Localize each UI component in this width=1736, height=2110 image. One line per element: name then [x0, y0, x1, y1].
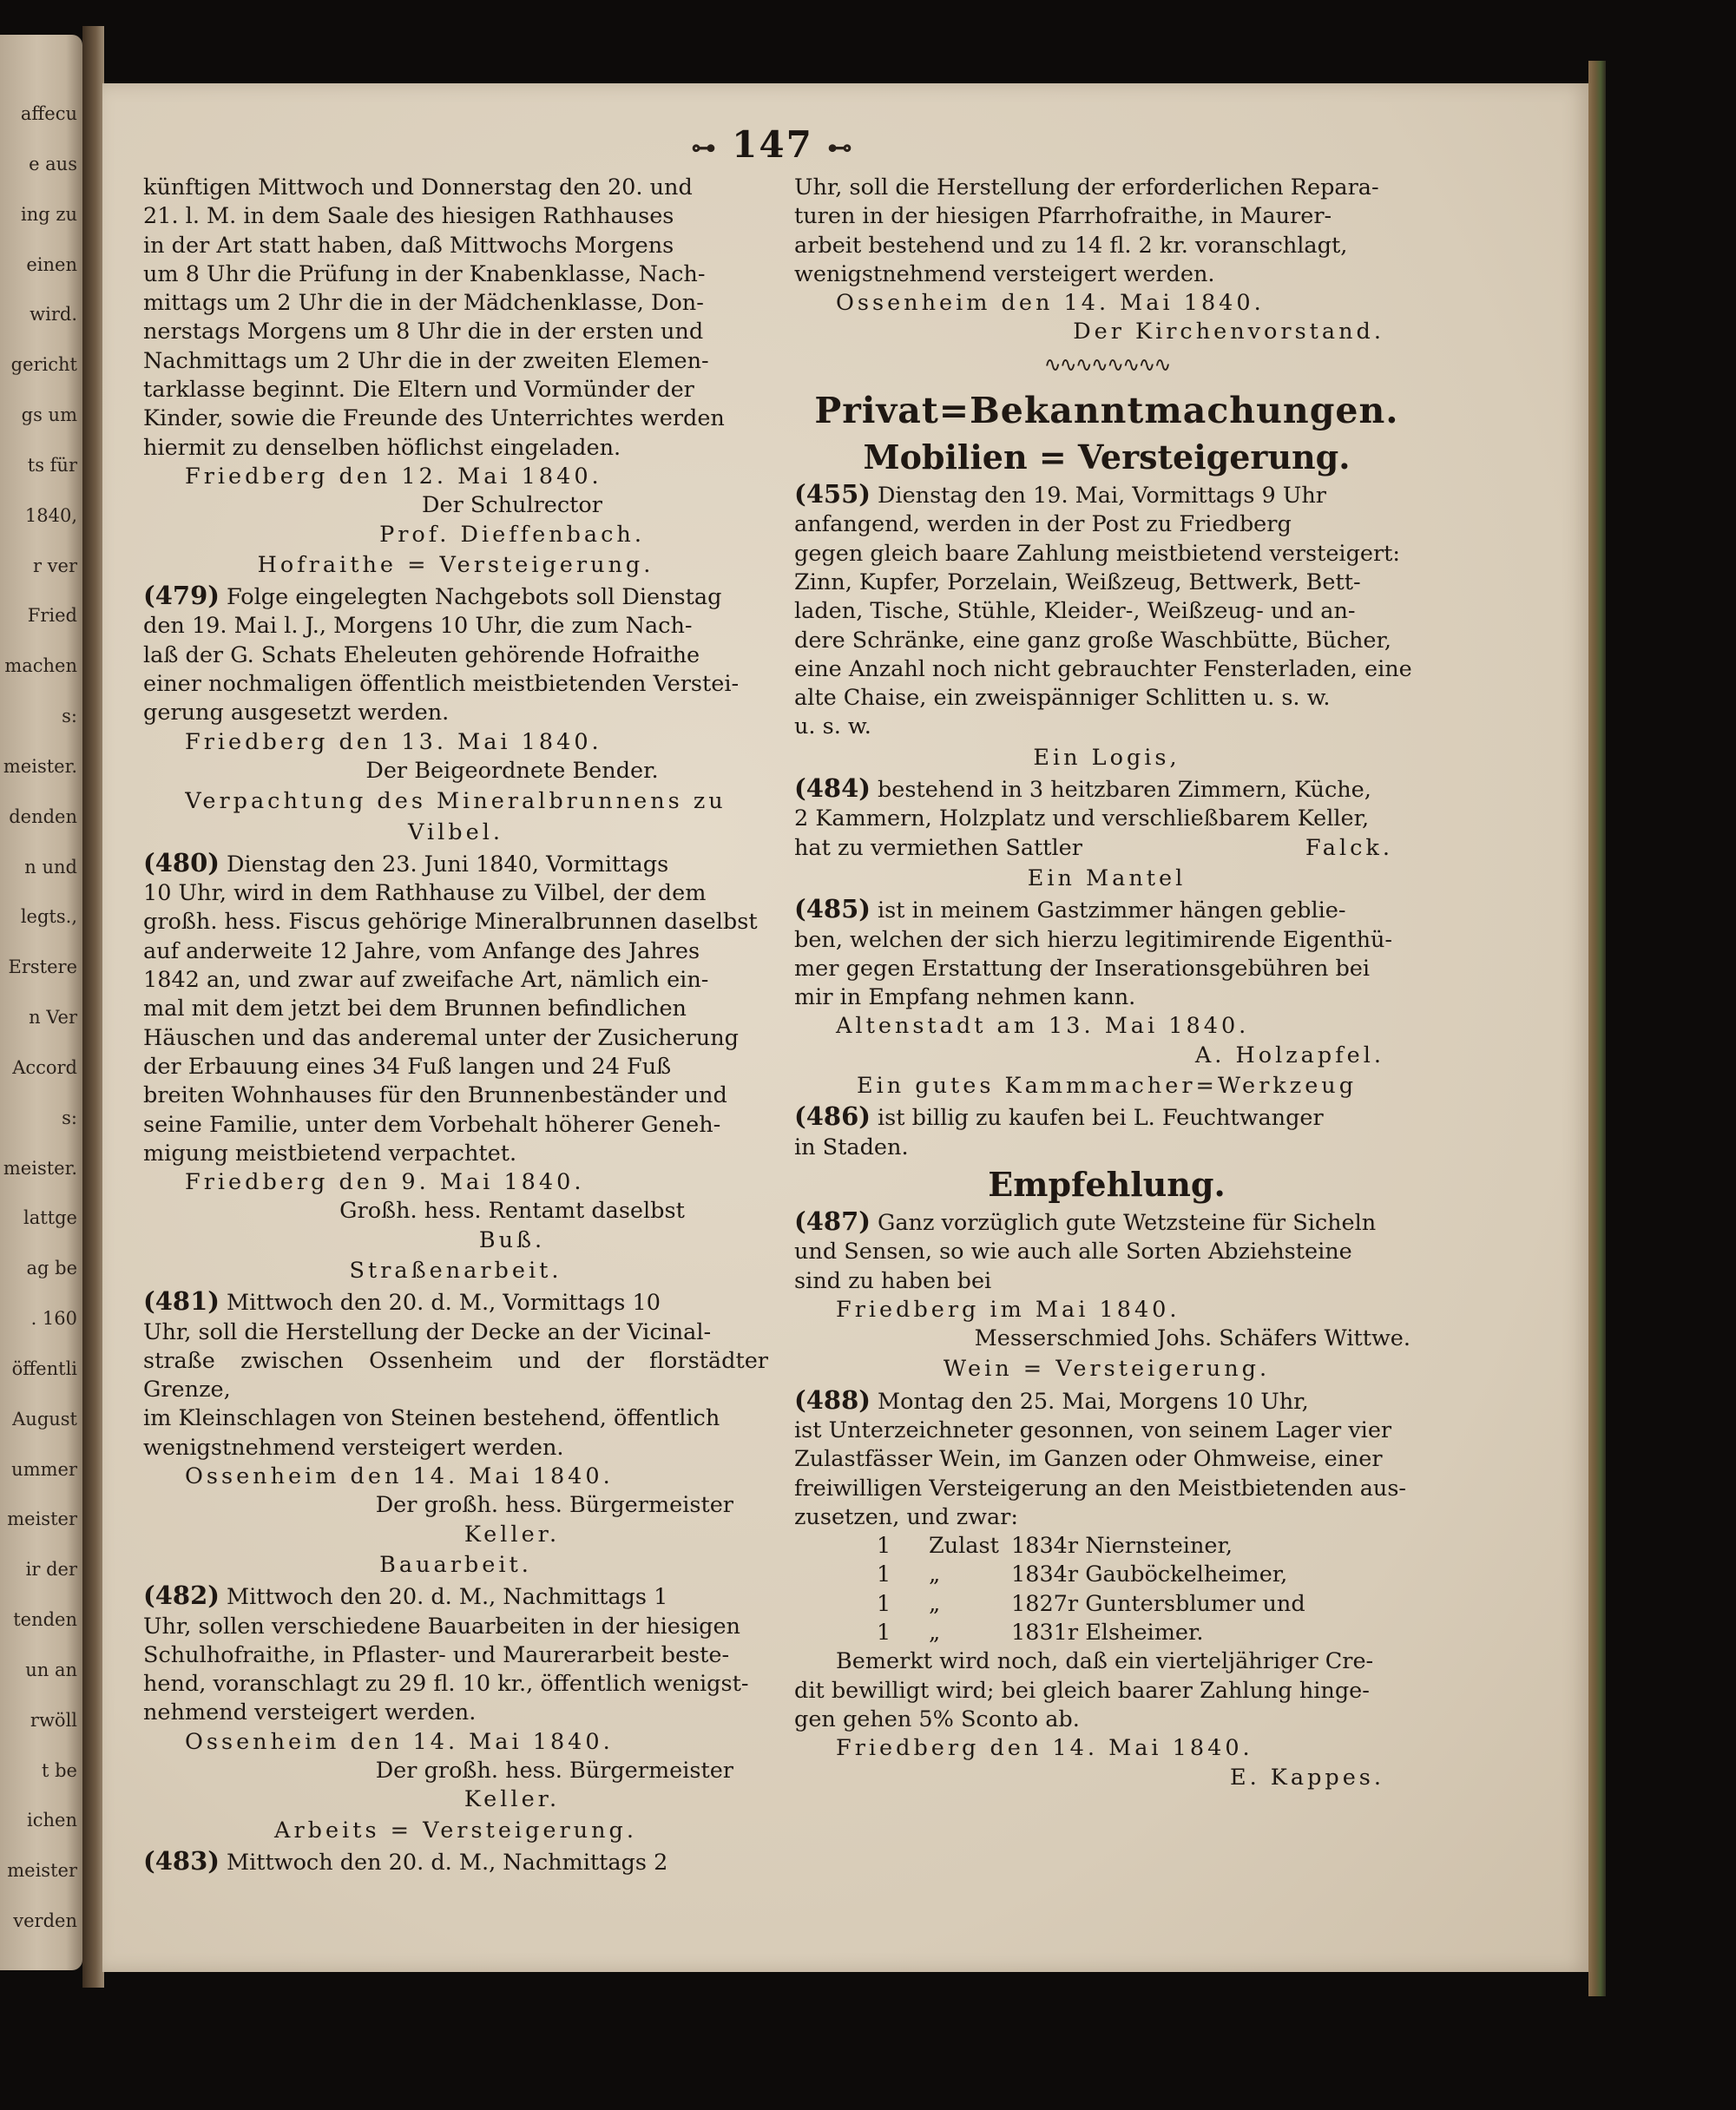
text-line: nerstags Morgens um 8 Uhr die in der ersten und — [143, 319, 704, 345]
signature: Falck. — [1305, 834, 1393, 861]
signature: Buß. — [478, 1226, 546, 1253]
list-item: 1 „ 1831r Elsheimer. — [877, 1620, 1204, 1647]
text-line: in der Art statt haben, daß Mittwochs Morgens — [143, 232, 674, 259]
notice-heading: Vilbel. — [408, 818, 503, 845]
signature: Der Kirchenvorstand. — [1073, 319, 1384, 345]
left-page-fragment: legts., — [20, 907, 77, 928]
text-line: mer gegen Erstattung der Inserationsgebühren bei — [794, 955, 1371, 982]
notice-heading: Bauarbeit. — [379, 1551, 532, 1578]
left-page-fragment: . 160 — [30, 1309, 77, 1330]
left-page-fragment: ts für — [27, 455, 77, 476]
text-line: ist in meinem Gastzimmer hängen geblie- — [877, 897, 1346, 924]
left-page-fragment: s: — [62, 1108, 77, 1128]
text-line: laden, Tische, Stühle, Kleider-, Weißzeug- und an- — [794, 598, 1356, 625]
left-page-fragment: t be — [42, 1760, 77, 1781]
text-line: gerung ausgesetzt werden. — [143, 700, 450, 726]
place-date: Ossenheim den 14. Mai 1840. — [185, 1463, 614, 1490]
text-line: seine Familie, unter dem Vorbehalt höherer Geneh- — [143, 1111, 721, 1138]
left-page-fragment: affecu — [20, 104, 77, 124]
left-page-fragment: August — [12, 1409, 77, 1430]
notice-heading: Wein = Versteigerung. — [943, 1356, 1271, 1383]
text-line: turen in der hiesigen Pfarrhofraithe, in Maurer- — [794, 203, 1332, 230]
signature: Der Schulrector — [422, 492, 602, 519]
ornament-right-icon: ⊷ — [827, 133, 854, 162]
wine-list — [794, 1532, 1419, 1647]
text-line: hat zu vermiethen Sattler — [794, 834, 1082, 861]
place-date: Friedberg den 13. Mai 1840. — [185, 728, 602, 755]
left-page-fragment: öffentli — [11, 1358, 77, 1379]
left-page-fragment: r ver — [32, 555, 77, 576]
signature: Messerschmied Johs. Schäfers Wittwe. — [974, 1325, 1410, 1352]
left-page-fragment: meister — [7, 1861, 77, 1882]
text-line: Nachmittags um 2 Uhr die in der zweiten Elemen- — [143, 347, 709, 374]
text-line: arbeit bestehend und zu 14 fl. 2 kr. voranschlagt, — [794, 232, 1348, 259]
text-line: alte Chaise, ein zweispänniger Schlitten u. s. w. — [794, 685, 1331, 712]
notice-heading: Hofraithe = Versteigerung. — [257, 551, 654, 578]
left-page-fragment: einen — [26, 254, 77, 275]
left-page-fragment: Erstere — [8, 957, 77, 978]
text-line: u. s. w. — [794, 713, 871, 740]
place-date: Friedberg den 14. Mai 1840. — [836, 1735, 1253, 1762]
text-line: Folge eingelegten Nachgebots soll Dienstag — [226, 584, 722, 611]
list-item: 1 Zulast 1834r Niernsteiner, — [877, 1533, 1233, 1560]
divider-wavy: ∿∿∿∿∿∿∿∿ — [1043, 352, 1170, 377]
text-line: ben, welchen der sich hierzu legitimirende Eigenthü- — [794, 926, 1393, 953]
text-line: um 8 Uhr die Prüfung in der Knabenklasse, Nach- — [143, 260, 706, 287]
text-line: migung meistbietend verpachtet. — [143, 1140, 517, 1167]
left-page-fragment: s: — [62, 707, 77, 727]
text-line: hend, voranschlagt zu 29 fl. 10 kr., öffentlich wenigst- — [143, 1671, 749, 1698]
left-page-fragment: verden — [13, 1911, 77, 1932]
book-gutter — [82, 26, 104, 1988]
left-page-fragment: ag be — [26, 1259, 77, 1279]
left-page-fragment: e aus — [29, 154, 77, 174]
text-line: tarklasse beginnt. Die Eltern und Vormünder der — [143, 377, 694, 404]
text-line: Schulhofraithe, in Pflaster- und Maurerarbeit beste- — [143, 1641, 730, 1668]
signature: Prof. Dieffenbach. — [379, 521, 645, 548]
text-line: mal mit dem jetzt bei dem Brunnen befindlichen — [143, 996, 687, 1022]
notice-heading: Straßenarbeit. — [349, 1257, 562, 1284]
signature: A. Holzapfel. — [1194, 1042, 1384, 1068]
ornament-left-icon: ⊶ — [691, 133, 718, 162]
text-line: gen gehen 5% Sconto ab. — [794, 1706, 1080, 1732]
notice-number: (488) — [794, 1384, 871, 1415]
text-line: Zinn, Kupfer, Porzelain, Weißzeug, Bettwerk, Bett- — [794, 569, 1361, 595]
place-date: Ossenheim den 14. Mai 1840. — [836, 290, 1265, 317]
notice-number: (481) — [143, 1286, 220, 1317]
text-line: straße zwischen Ossenheim und der florstädter Grenze, — [143, 1347, 768, 1403]
text-line: hiermit zu denselben höflichst eingeladen. — [143, 434, 621, 461]
text-line: Häuschen und das anderemal unter der Zusicherung — [143, 1024, 739, 1051]
place-date: Friedberg im Mai 1840. — [836, 1296, 1180, 1323]
notice-number: (482) — [143, 1581, 220, 1611]
text-line: mittags um 2 Uhr die in der Mädchenklasse, Don- — [143, 290, 704, 317]
notice-heading: Arbeits = Versteigerung. — [274, 1817, 637, 1844]
text-line: freiwilligen Versteigerung an den Meistbietenden aus- — [794, 1475, 1407, 1502]
notice-number: (480) — [143, 847, 220, 878]
left-page-fragment: n Ver — [29, 1008, 77, 1029]
text-line: Montag den 25. Mai, Morgens 10 Uhr, — [877, 1388, 1309, 1415]
signature: Großh. hess. Rentamt daselbst — [339, 1198, 685, 1225]
text-line: 21. l. M. in dem Saale des hiesigen Rathhauses — [143, 203, 674, 230]
text-line: Dienstag den 23. Juni 1840, Vormittags — [226, 851, 669, 878]
left-page-fragment: gs um — [21, 405, 77, 426]
left-page-fragment: Accord — [12, 1057, 77, 1078]
text-line: einer nochmaligen öffentlich meistbietenden Verstei- — [143, 671, 740, 698]
text-line: künftigen Mittwoch und Donnerstag den 20. und — [143, 174, 693, 200]
left-page-fragment: n und — [24, 857, 77, 878]
text-line: wenigstnehmend versteigert werden. — [794, 260, 1215, 287]
text-line: 2 Kammern, Holzplatz und verschließbarem Keller, — [794, 805, 1370, 832]
text-line: Uhr, soll die Herstellung der erforderlichen Repara- — [794, 174, 1379, 200]
book-cover-edge — [1588, 61, 1606, 1996]
notice-heading: Verpachtung des Mineralbrunnens zu — [185, 788, 727, 815]
page-number — [660, 123, 885, 166]
notice-number: (483) — [143, 1845, 220, 1876]
left-page-edge — [0, 35, 82, 1970]
text-line: bestehend in 3 heitzbaren Zimmern, Küche, — [877, 777, 1371, 804]
place-date: Altenstadt am 13. Mai 1840. — [836, 1013, 1250, 1040]
left-page-fragment: meister. — [3, 756, 77, 777]
place-date: Friedberg den 9. Mai 1840. — [185, 1169, 585, 1196]
text-line: laß der G. Schats Eheleuten gehörende Hofraithe — [143, 641, 700, 668]
left-page-fragment: wird. — [30, 305, 77, 325]
section-heading-empfehlung: Empfehlung. — [988, 1164, 1226, 1204]
section-heading-private: Privat=Bekanntmachungen. — [814, 390, 1399, 432]
text-line: auf anderweite 12 Jahre, vom Anfange des Jahres — [143, 937, 700, 964]
section-heading-mobilien: Mobilien = Versteigerung. — [863, 437, 1351, 477]
text-line: großh. hess. Fiscus gehörige Mineralbrunnen daselbst — [143, 909, 758, 936]
notice-number: (486) — [794, 1101, 871, 1132]
left-page-fragment: ichen — [27, 1811, 77, 1831]
text-line: Zulastfässer Wein, im Ganzen oder Ohmweise, einer — [794, 1446, 1383, 1473]
notice-number: (484) — [794, 773, 871, 804]
text-line: Bemerkt wird noch, daß ein vierteljähriger Cre- — [836, 1648, 1374, 1675]
text-line: der Erbauung eines 34 Fuß langen und 24 Fuß — [143, 1053, 672, 1080]
left-page-fragment: Fried — [27, 606, 77, 627]
notice-number: (485) — [794, 894, 871, 924]
signature: E. Kappes. — [1229, 1764, 1384, 1791]
left-page-fragment: ing zu — [21, 204, 77, 225]
text-line: in Staden. — [794, 1134, 909, 1160]
text-line: dere Schränke, eine ganz große Waschbütte, Bücher, — [794, 627, 1391, 654]
text-line: anfangend, werden in der Post zu Friedberg — [794, 511, 1292, 538]
text-line: Mittwoch den 20. d. M., Vormittags 10 — [226, 1290, 661, 1317]
text-line: nehmend versteigert werden. — [143, 1699, 477, 1726]
left-page-fragment: machen — [4, 656, 77, 677]
signature: Der großh. hess. Bürgermeister — [375, 1758, 733, 1785]
text-line: Dienstag den 19. Mai, Vormittags 9 Uhr — [877, 483, 1326, 509]
text-line: zusetzen, und zwar: — [794, 1503, 1018, 1530]
intro-text — [143, 174, 768, 463]
left-page-fragment: meister — [7, 1509, 77, 1530]
text-line: 1842 an, und zwar auf zweifache Art, nämlich ein- — [143, 967, 709, 994]
text-line: sind zu haben bei — [794, 1267, 992, 1294]
left-page-fragment: lattge — [23, 1208, 77, 1229]
signature: Keller. — [464, 1521, 561, 1548]
text-line: den 19. Mai l. J., Morgens 10 Uhr, die zum Nach- — [143, 613, 693, 640]
right-column — [794, 174, 1419, 1792]
text-line: breiten Wohnhauses für den Brunnenbeständer und — [143, 1082, 727, 1109]
left-page-fragment: ummer — [11, 1459, 77, 1480]
text-line: ist billig zu kaufen bei L. Feuchtwanger — [877, 1105, 1324, 1132]
notice-heading: Ein Mantel — [1027, 864, 1187, 891]
page-number-text: 147 — [732, 123, 813, 166]
left-page-fragment: gericht — [10, 355, 77, 376]
text-line: Mittwoch den 20. d. M., Nachmittags 1 — [226, 1584, 668, 1611]
text-line: 10 Uhr, wird in dem Rathhause zu Vilbel, der dem — [143, 880, 707, 907]
list-item: 1 „ 1827r Guntersblumer und — [877, 1590, 1305, 1617]
signature: Der Beigeordnete Bender. — [365, 757, 659, 784]
place-date: Friedberg den 12. Mai 1840. — [185, 463, 602, 490]
text-line: wenigstnehmend versteigert werden. — [143, 1434, 564, 1461]
place-date: Ossenheim den 14. Mai 1840. — [185, 1728, 614, 1755]
left-page-fragment: un an — [25, 1660, 77, 1680]
left-page-fragment: 1840, — [24, 505, 77, 526]
left-page-fragment: meister. — [3, 1158, 77, 1179]
text-line: Ganz vorzüglich gute Wetzsteine für Sicheln — [877, 1209, 1377, 1236]
text-line: Kinder, sowie die Freunde des Unterrichtes werden — [143, 405, 725, 432]
signature: Keller. — [464, 1786, 561, 1813]
notice-heading: Ein Logis, — [1033, 744, 1180, 771]
text-line: mir in Empfang nehmen kann. — [794, 984, 1136, 1011]
text-line: im Kleinschlagen von Steinen bestehend, öffentlich — [143, 1405, 720, 1432]
left-page-fragment: ir der — [25, 1560, 77, 1581]
text-line: Uhr, sollen verschiedene Bauarbeiten in der hiesigen — [143, 1613, 740, 1640]
left-column — [143, 174, 768, 1877]
notice-number: (487) — [794, 1206, 871, 1236]
left-page-fragment: denden — [9, 806, 77, 827]
left-page-fragment: tenden — [13, 1610, 77, 1631]
text-line: eine Anzahl noch nicht gebrauchter Fensterladen, eine — [794, 655, 1412, 682]
notice-heading: Ein gutes Kammmacher=Werkzeug — [856, 1073, 1358, 1100]
list-item: 1 „ 1834r Gauböckelheimer, — [877, 1561, 1288, 1588]
text-line: ist Unterzeichneter gesonnen, von seinem Lager vier — [794, 1417, 1392, 1443]
text-line: dit bewilligt wird; bei gleich baarer Zahlung hinge- — [794, 1677, 1370, 1704]
notice-number: (455) — [794, 479, 871, 509]
notice-number: (479) — [143, 581, 220, 611]
text-line: Uhr, soll die Herstellung der Decke an der Vicinal- — [143, 1318, 712, 1345]
signature: Der großh. hess. Bürgermeister — [375, 1492, 733, 1519]
text-line: und Sensen, so wie auch alle Sorten Abziehsteine — [794, 1239, 1352, 1265]
text-line: gegen gleich baare Zahlung meistbietend versteigert: — [794, 540, 1401, 567]
text-line: Mittwoch den 20. d. M., Nachmittags 2 — [226, 1849, 668, 1876]
left-page-fragment: rwöll — [30, 1710, 77, 1731]
